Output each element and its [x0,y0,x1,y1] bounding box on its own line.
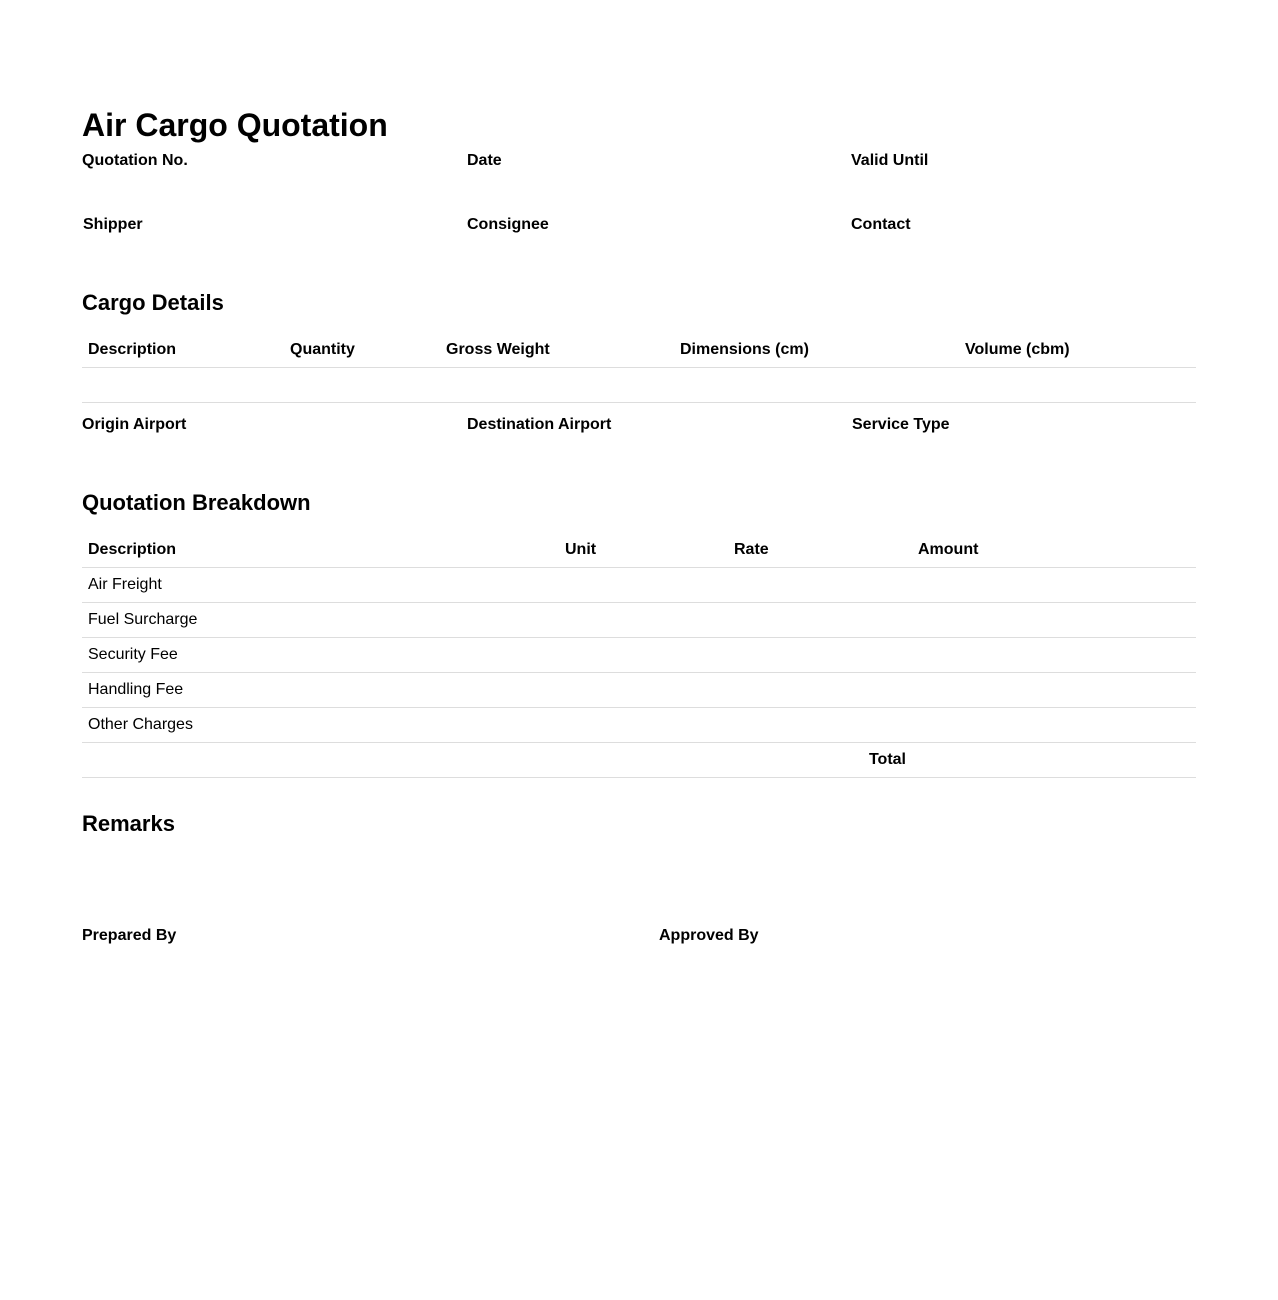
cargo-header-row [82,332,1196,368]
service-type-label: Service Type [852,416,950,433]
table-row [82,368,1196,403]
table-row [82,638,1196,673]
cargo-table [82,332,1196,403]
prepared-by-label: Prepared By [82,927,177,944]
remarks-heading: Remarks [82,811,175,836]
contact-label: Contact [851,216,911,233]
row-description: Fuel Surcharge [82,603,559,638]
destination-airport-label: Destination Airport [467,416,612,433]
col-volume: Volume (cbm) [959,332,1196,368]
col-amount: Amount [912,532,1196,568]
table-row [82,673,1196,708]
col-description: Description [82,332,284,368]
table-row [82,568,1196,603]
table-row [82,708,1196,743]
total-label: Total [728,743,912,778]
row-description: Air Freight [82,568,559,603]
shipper-label: Shipper [83,216,143,233]
col-rate: Rate [728,532,912,568]
cargo-details-heading: Cargo Details [82,290,224,315]
col-dimensions: Dimensions (cm) [674,332,959,368]
consignee-label: Consignee [467,216,549,233]
col-quantity: Quantity [284,332,440,368]
origin-airport-label: Origin Airport [82,416,187,433]
date-label: Date [467,152,502,169]
breakdown-heading: Quotation Breakdown [82,490,311,515]
quotation-no-label: Quotation No. [82,152,188,169]
row-description: Security Fee [82,638,559,673]
row-description: Handling Fee [82,673,559,708]
breakdown-table [82,532,1196,778]
table-row [82,603,1196,638]
valid-until-label: Valid Until [851,152,929,169]
page-title: Air Cargo Quotation [82,107,388,143]
row-description: Other Charges [82,708,559,743]
total-row [82,743,1196,778]
col-description: Description [82,532,559,568]
approved-by-label: Approved By [659,927,759,944]
col-unit: Unit [559,532,728,568]
col-gross-weight: Gross Weight [440,332,674,368]
breakdown-header-row [82,532,1196,568]
